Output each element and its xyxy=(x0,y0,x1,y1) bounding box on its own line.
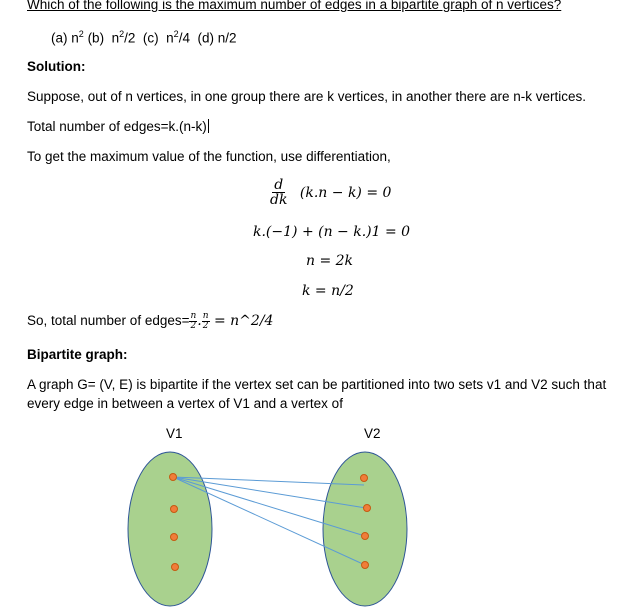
vertex-v2-2 xyxy=(364,505,371,512)
option-a-exponent: 2 xyxy=(78,29,84,39)
vertex-v1-4 xyxy=(172,564,179,571)
so-line-prefix: So, total number of edges= xyxy=(27,313,190,329)
fraction-1-numerator: n xyxy=(190,311,197,321)
vertex-v1-1 xyxy=(170,474,177,481)
vertex-v1-2 xyxy=(171,506,178,513)
fraction-2-numerator: n xyxy=(202,311,209,321)
equation-3: n = 2k xyxy=(306,253,354,269)
option-d-value: n/2 xyxy=(217,30,237,46)
set-label-v2: V2 xyxy=(364,426,381,441)
vertex-v2-4 xyxy=(362,562,369,569)
solution-paragraph-3: To get the maximum value of the function, use differentiation, xyxy=(27,149,391,164)
fraction-1-denominator: 2 xyxy=(190,321,197,331)
edges-formula: Total number of edges=k.(n-k) xyxy=(27,119,207,134)
derivative-expression: (k.n − k) = 0 xyxy=(299,184,392,201)
vertex-v1-3 xyxy=(171,534,178,541)
fraction-dot: . xyxy=(197,313,202,330)
set-label-v1: V1 xyxy=(166,426,183,441)
option-c-value: n xyxy=(166,30,174,46)
option-c-exponent: 2 xyxy=(173,29,179,39)
solution-heading: Solution: xyxy=(27,59,86,74)
definition-line-2: every edge in between a vertex of V1 and a vertex of xyxy=(27,396,343,411)
equation-4: k = n/2 xyxy=(302,283,354,299)
fraction-2-denominator: 2 xyxy=(202,321,209,331)
option-b-label: (b) xyxy=(87,30,105,46)
derivative-numerator: d xyxy=(274,177,284,193)
derivative-denominator: dk xyxy=(270,192,288,208)
option-a-value: n xyxy=(71,30,79,46)
option-c-label: (c) xyxy=(142,30,159,46)
option-b-value: n xyxy=(111,30,120,46)
vertex-v2-1 xyxy=(361,475,368,482)
question-text: Which of the following is the maximum number of edges in a bipartite graph of n vertices? xyxy=(27,0,562,12)
equation-2: k.(−1) + (n − k.)1 = 0 xyxy=(253,224,411,240)
option-a-label: (a) xyxy=(51,30,68,46)
definition-line-1: A graph G= (V, E) is bipartite if the vertex set can be partitioned into two sets v1 and V2 such that xyxy=(27,377,607,392)
option-b-rest: /2 xyxy=(124,30,136,46)
so-line-result: = n^2/4 xyxy=(209,313,274,330)
vertex-v2-3 xyxy=(362,533,369,540)
solution-paragraph-1: Suppose, out of n vertices, in one group there are k vertices, in another there are n-k vertices. xyxy=(27,89,587,104)
option-b-exponent: 2 xyxy=(119,29,125,39)
bipartite-heading: Bipartite graph: xyxy=(27,347,128,362)
option-d-label: (d) xyxy=(197,30,214,46)
option-c-rest: /4 xyxy=(178,30,190,46)
